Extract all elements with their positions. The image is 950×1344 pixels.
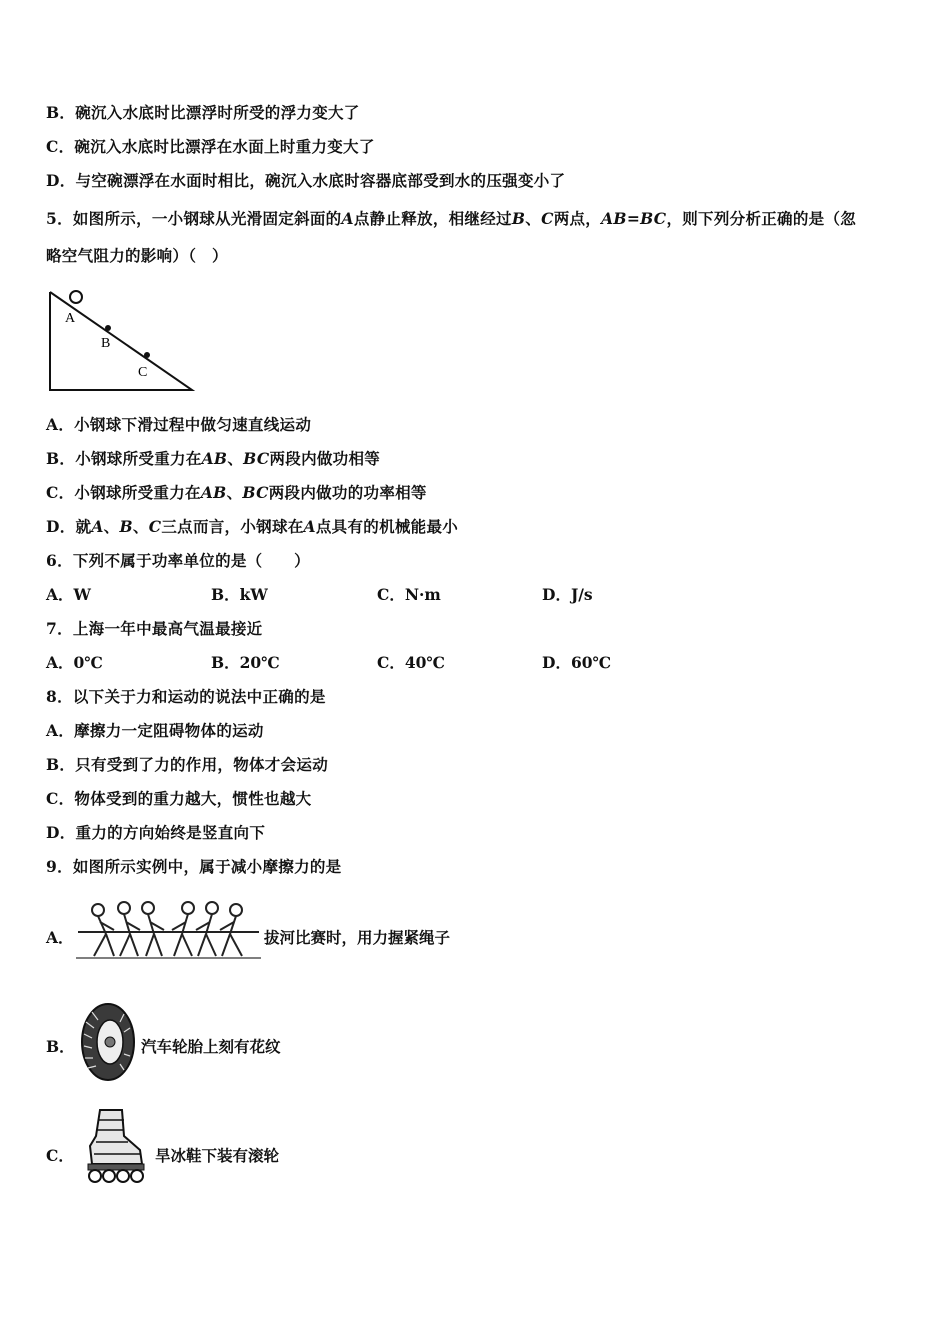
q7-option-b: B．20℃ [211,653,280,672]
q9-option-a-text: 拔河比赛时，用力握紧绳子 [264,928,451,947]
q5-option-c: C．小钢球所受重力在AB、BC两段内做功的功率相等 [46,483,427,502]
q8-option-a: A．摩擦力一定阻碍物体的运动 [46,721,264,740]
q5-incline-figure [44,286,204,394]
roller-skate-image [82,1106,148,1184]
label-a: A [65,311,76,326]
wheel-2 [103,1170,115,1182]
wheel-3 [117,1170,129,1182]
q9-option-b-text: 汽车轮胎上刻有花纹 [141,1037,281,1056]
skate-boot [90,1110,142,1164]
q5-option-a: A．小钢球下滑过程中做匀速直线运动 [46,415,312,434]
skate-frame [88,1164,144,1170]
tug-of-war-image [76,896,261,962]
wheel-4 [131,1170,143,1182]
label-b: B [101,336,111,351]
q8-option-d: D．重力的方向始终是竖直向下 [46,823,266,842]
q5-option-b: B．小钢球所受重力在AB、BC两段内做功相等 [46,449,381,468]
q7-option-c: C．40℃ [377,653,445,672]
q7-option-d: D．60℃ [542,653,612,672]
right-team [172,902,242,956]
q6-option-c: C．N·m [377,585,441,604]
q5-stem: 5．如图所示，一小钢球从光滑固定斜面的A点静止释放，相继经过B、C两点，AB=BC，则下列分析正确的是（忽 [46,209,857,228]
q8-option-c: C．物体受到的重力越大，惯性也越大 [46,789,312,808]
wheel-1 [89,1170,101,1182]
label-c: C [138,365,148,380]
q7-option-a: A．0℃ [46,653,103,672]
tire-image [80,1002,136,1082]
incline-triangle [50,292,192,390]
hub [105,1037,115,1047]
q6-option-d: D．J/s [542,585,593,604]
q9-option-b-letter: B． [46,1037,75,1056]
q6-option-a: A．W [46,585,91,604]
q8-stem: 8．以下关于力和运动的说法中正确的是 [46,687,326,706]
q6-option-b: B．kW [211,585,268,604]
point-b-dot [105,325,111,331]
q6-stem: 6．下列不属于功率单位的是（ ） [46,551,310,570]
steel-ball [70,291,82,303]
left-team [92,902,164,956]
q9-option-a-letter: A． [46,928,74,947]
q9-option-c-text: 旱冰鞋下装有滚轮 [155,1146,280,1165]
q9-option-c-letter: C． [46,1146,74,1165]
q4-option-b: B．碗沉入水底时比漂浮时所受的浮力变大了 [46,103,360,122]
q5-stem-line2: 略空气阻力的影响）（ ） [46,246,228,265]
q9-stem: 9．如图所示实例中，属于减小摩擦力的是 [46,857,342,876]
q5-option-d: D．就A、B、C三点而言，小钢球在A点具有的机械能最小 [46,517,459,536]
q7-stem: 7．上海一年中最高气温最接近 [46,619,263,638]
q4-option-c: C．碗沉入水底时比漂浮在水面上时重力变大了 [46,137,375,156]
q4-option-d: D．与空碗漂浮在水面时相比，碗沉入水底时容器底部受到水的压强变小了 [46,171,566,190]
point-c-dot [144,352,150,358]
q8-option-b: B．只有受到了力的作用，物体才会运动 [46,755,329,774]
